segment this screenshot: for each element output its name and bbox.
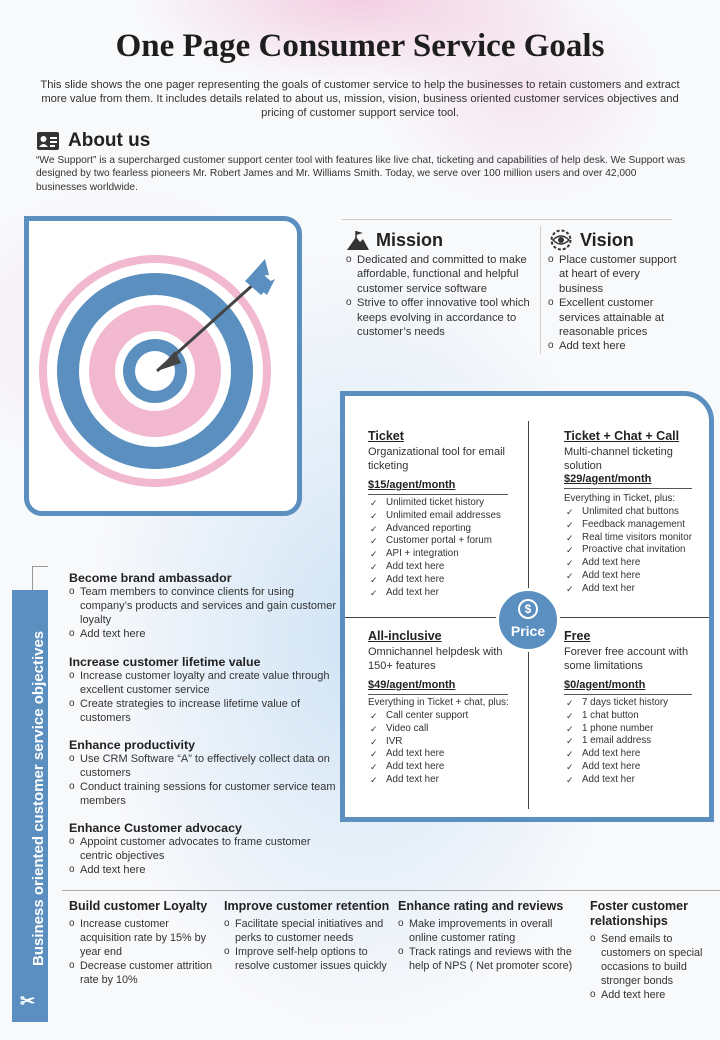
objective-item: o Create strategies to increase lifetime value of customers <box>69 697 344 725</box>
vision-heading <box>548 229 678 251</box>
bottom-objective-list <box>224 917 394 973</box>
plan-desc: Organizational tool for email ticketing <box>368 446 505 472</box>
plan-feature: ✓ Customer portal + forum <box>368 535 528 548</box>
objectives-bracket <box>32 566 48 590</box>
plan-feature: ✓ Add text here <box>368 574 528 587</box>
mission-heading <box>346 229 538 251</box>
objective-item: o Increase customer loyalty and create value through excellent customer service <box>69 669 344 697</box>
objective-list <box>69 752 344 808</box>
plan-feature: ✓ Add text here <box>564 748 712 761</box>
mission-section <box>346 229 538 339</box>
plan-features <box>368 710 528 787</box>
plan-price: $29/agent/month <box>564 473 652 485</box>
plan-feature: ✓ Unlimited ticket history <box>368 497 528 510</box>
bottom-objective-item: o Decrease customer attrition rate by 10% <box>69 959 217 987</box>
plan-feature: ✓ Proactive chat invitation <box>564 544 712 557</box>
plan-feature: ✓ Add text here <box>564 557 712 570</box>
bottom-objective <box>224 899 394 973</box>
bottom-objective <box>590 899 716 1002</box>
bottom-objective <box>398 899 576 973</box>
plan-feature: ✓ 1 chat button <box>564 710 712 723</box>
vision-item: o Add text here <box>548 339 678 353</box>
plan-separator <box>564 694 692 695</box>
plan-intro: Everything in Ticket + chat, plus: <box>368 697 509 708</box>
plan-all-inclusive <box>368 629 528 787</box>
objective-group <box>69 821 344 877</box>
plan-separator <box>564 488 692 489</box>
plan-name: All-inclusive <box>368 629 442 643</box>
bottom-objective-list <box>590 932 716 1002</box>
plan-feature: ✓ Add text here <box>368 748 528 761</box>
plan-price: $15/agent/month <box>368 479 456 491</box>
bottom-objective-heading: Foster customer relationships <box>590 899 688 928</box>
plan-features <box>564 506 712 596</box>
plan-ticket <box>368 429 528 599</box>
page-subtitle: This slide shows the one pager representing the goals of customer service to help the businesses to retain customers and extract more value from them. It includes details related to about us, mission, vision, business oriented customer services objectives and pricing of customer support service tool. <box>40 79 680 119</box>
plan-feature: ✓ Add text here <box>564 570 712 583</box>
objective-group <box>69 571 344 641</box>
objectives-vertical-label: Business oriented customer service objectives <box>30 630 47 966</box>
about-text: “We Support” is a supercharged customer support center tool with features like live chat, ticketing and capabilities of help desk. We Support was designed by two fearless pioneers Mr. Robert James and Mr. Williams Smith. Today, we serve over 100 million users and over 42,000 businesses worldwide. <box>36 155 686 193</box>
objective-group <box>69 655 344 725</box>
mission-list <box>346 253 538 339</box>
plan-feature: ✓ Add text here <box>368 561 528 574</box>
mission-vision-divider <box>540 226 541 354</box>
bottom-objective-item: o Improve self-help options to resolve customer issues quickly <box>224 945 394 973</box>
bottom-objective-item: o Facilitate special initiatives and perks to customer needs <box>224 917 394 945</box>
plan-feature: ✓ Add text her <box>564 583 712 596</box>
plan-feature: ✓ Unlimited email addresses <box>368 510 528 523</box>
plan-feature: ✓ Real time visitors monitor <box>564 532 712 545</box>
plan-feature: ✓ 1 email address <box>564 735 712 748</box>
plan-desc: Omnichannel helpdesk with 150+ features <box>368 646 503 672</box>
dollar-coin-icon: $ <box>518 599 538 619</box>
bottom-objective-heading: Build customer Loyalty <box>69 899 208 913</box>
plan-intro: Everything in Ticket, plus: <box>564 493 676 504</box>
objective-heading: Enhance Customer advocacy <box>69 821 242 835</box>
bottom-objective-list <box>69 917 217 987</box>
plan-feature: ✓ 7 days ticket history <box>564 697 712 710</box>
plan-name: Ticket + Chat + Call <box>564 429 680 443</box>
vision-item: o Place customer support at heart of every business <box>548 253 678 296</box>
bottom-objective-item: o Increase customer acquisition rate by 15% by year end <box>69 917 217 959</box>
objective-item: o Appoint customer advocates to frame customer centric objectives <box>69 835 344 863</box>
vision-title: Vision <box>580 229 634 250</box>
vision-section <box>548 229 678 354</box>
plan-feature: ✓ Unlimited chat buttons <box>564 506 712 519</box>
mission-vision-divider-top <box>342 219 672 220</box>
tools-icon: ✂ <box>20 991 36 1011</box>
plan-ticket-chat-call <box>564 429 712 596</box>
bottom-objective-item: o Track ratings and reviews with the help of NPS ( Net promoter score) <box>398 945 576 973</box>
bottom-divider <box>62 890 720 891</box>
plan-features <box>368 497 528 599</box>
bottom-objective-list <box>398 917 576 973</box>
price-badge <box>496 588 560 652</box>
mission-title: Mission <box>376 229 444 250</box>
page-title: One Page Consumer Service Goals <box>115 28 605 64</box>
about-title: About us <box>68 130 151 151</box>
id-card-icon <box>36 131 60 151</box>
plan-feature: ✓ Add text her <box>564 774 712 787</box>
plan-name: Ticket <box>368 429 404 443</box>
plan-free <box>564 629 712 787</box>
bottom-objective-heading: Improve customer retention <box>224 899 390 913</box>
mission-item: o Dedicated and committed to make affordable, functional and helpful customer service software <box>346 253 538 296</box>
bottom-objective <box>69 899 217 987</box>
plan-feature: ✓ API + integration <box>368 548 528 561</box>
about-heading <box>36 130 150 152</box>
vision-item: o Excellent customer services attainable at reasonable prices <box>548 296 678 339</box>
objective-list <box>69 835 344 877</box>
plan-feature: ✓ 1 phone number <box>564 723 712 736</box>
plan-price: $0/agent/month <box>564 679 646 691</box>
objective-heading: Increase customer lifetime value <box>69 655 261 669</box>
objectives-vertical-bar <box>12 590 48 1022</box>
objective-item: o Team members to convince clients for using company’s products and services and gain customer loyalty <box>69 585 344 627</box>
objective-item: o Conduct training sessions for customer service team members <box>69 780 344 808</box>
objective-item: o Add text here <box>69 863 344 877</box>
bottom-objective-item: o Make improvements in overall online customer rating <box>398 917 576 945</box>
target-arrow-icon <box>29 221 297 511</box>
plan-desc: Multi-channel ticketing solution <box>564 446 673 472</box>
bottom-objective-item: o Send emails to customers on special occasions to build stronger bonds <box>590 932 716 988</box>
plan-name: Free <box>564 629 591 643</box>
plan-feature: ✓ Feedback management <box>564 519 712 532</box>
mountain-flag-icon <box>346 229 370 251</box>
plan-desc: Forever free account with some limitations <box>564 646 689 672</box>
plan-features <box>564 697 712 787</box>
bottom-objective-item: o Add text here <box>590 988 716 1002</box>
plan-price: $49/agent/month <box>368 679 456 691</box>
plan-feature: ✓ Add text here <box>368 761 528 774</box>
mission-item: o Strive to offer innovative tool which keeps evolving in accordance to customer’s needs <box>346 296 538 339</box>
plan-feature: ✓ Advanced reporting <box>368 523 528 536</box>
objective-list <box>69 585 344 641</box>
eye-gear-icon <box>548 229 574 251</box>
objective-group <box>69 738 344 808</box>
plan-feature: ✓ Call center support <box>368 710 528 723</box>
plan-separator <box>368 694 508 695</box>
vision-list <box>548 253 678 354</box>
objective-heading: Become brand ambassador <box>69 571 232 585</box>
plan-separator <box>368 494 508 495</box>
objective-list <box>69 669 344 725</box>
plan-feature: ✓ Add text here <box>564 761 712 774</box>
plan-feature: ✓ IVR <box>368 736 528 749</box>
plan-feature: ✓ Add text her <box>368 587 528 600</box>
objective-heading: Enhance productivity <box>69 738 195 752</box>
bottom-objective-heading: Enhance rating and reviews <box>398 899 564 913</box>
plan-feature: ✓ Add text her <box>368 774 528 787</box>
plan-feature: ✓ Video call <box>368 723 528 736</box>
target-illustration-box <box>24 216 302 516</box>
objective-item: o Use CRM Software “A” to effectively collect data on customers <box>69 752 344 780</box>
price-label: Price <box>510 623 546 639</box>
objective-item: o Add text here <box>69 627 344 641</box>
